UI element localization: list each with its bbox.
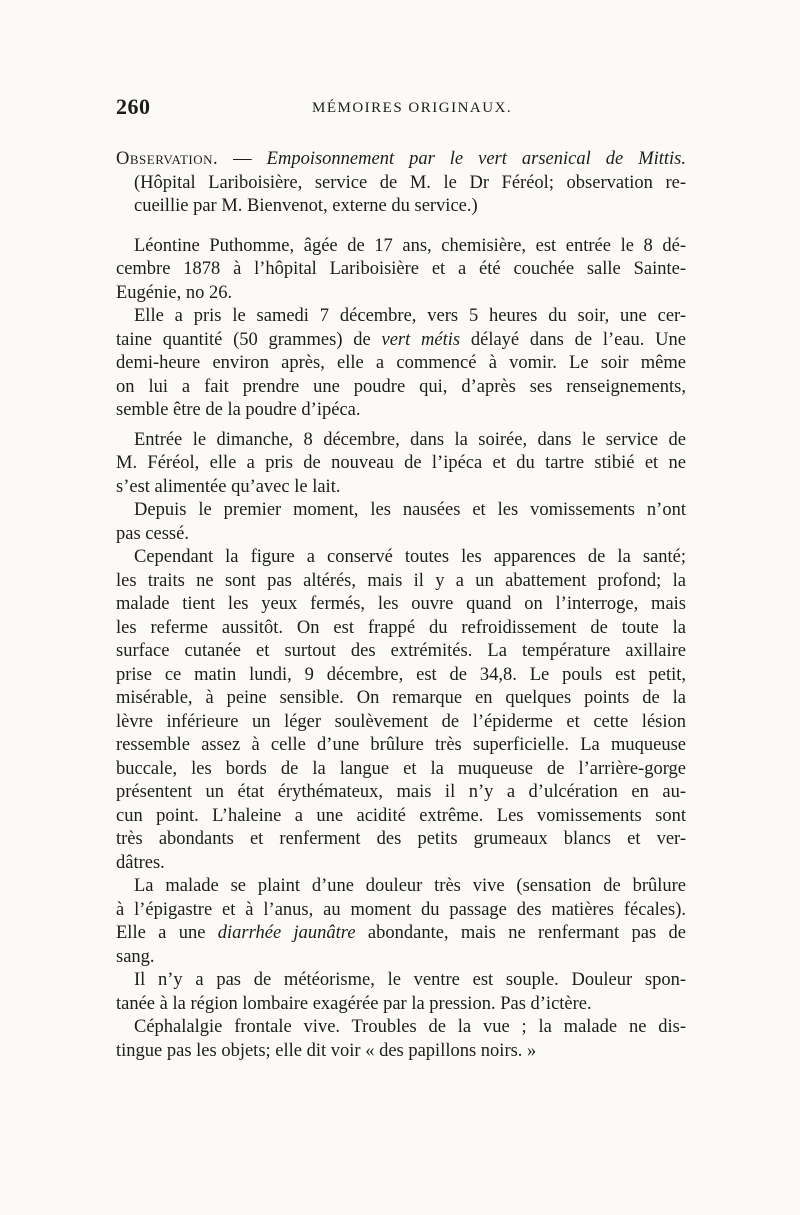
text-line [116,429,686,453]
text-run: délayé dans de l’eau. Une [460,329,687,350]
text-line [116,258,686,282]
text-line [116,305,686,329]
observation-source-line: cueillie par M. Bienvenot, externe du service.) [134,196,478,216]
observation-source-line: (Hôpital Lariboisière, service de M. le Dr Féréol; observation re- [134,172,686,193]
text-run: sang. [116,946,155,967]
observation-label: Observation. [116,149,219,169]
section-gap [116,219,686,235]
text-run: misérable, à peine sensible. On remarque en quelques points de la [116,688,686,708]
text-line [116,235,686,259]
text-line [116,1016,686,1040]
text-line [116,758,686,782]
paragraph [116,875,686,969]
text-run: présentent un état érythémateux, mais il n’y a d’ulcération en au- [116,782,686,802]
text-line [116,617,686,641]
text-line [116,570,686,594]
article-body [116,148,686,1063]
text-run: Elle a pris le samedi 7 décembre, vers 5 heures du soir, une cer- [134,306,686,326]
text-run: cembre 1878 à l’hôpital Lariboisière et a été couchée salle Sainte- [116,259,686,279]
page-header [116,94,686,124]
text-run: Cependant la figure a conservé toutes les apparences de la santé; [134,547,686,567]
text-run: M. Féréol, elle a pris de nouveau de l’ipéca et du tartre stibié et ne [116,453,686,473]
observation-dash: — [218,149,267,169]
paragraph [116,429,686,500]
text-run: pas cessé. [116,523,189,544]
text-line [116,828,686,852]
text-line [116,946,686,970]
text-line [116,593,686,617]
text-line [116,376,686,400]
observation-heading [116,148,686,219]
text-line [116,640,686,664]
paragraph [116,1016,686,1063]
text-line [116,1040,686,1064]
text-run: tingue pas les objets; elle dit voir « des papillons noirs. » [116,1040,537,1061]
paragraph [116,546,686,875]
text-run: Depuis le premier moment, les nausées et les vomissements n’ont [134,500,686,520]
text-line [116,352,686,376]
text-line [116,546,686,570]
text-line [116,687,686,711]
text-run: on lui a fait prendre une poudre qui, d’après ses renseignements, [116,376,686,397]
text-line [116,734,686,758]
text-run: semble être de la poudre d’ipéca. [116,400,361,420]
paragraph [116,499,686,546]
text-line [116,329,686,353]
paragraph [116,235,686,306]
text-run: ressemble assez à celle d’une brûlure très superficielle. La muqueuse [116,735,686,755]
italic-text: diarrhée jaunâtre [217,923,356,943]
text-line [116,282,686,306]
text-line [116,852,686,876]
text-line [116,664,686,688]
paragraphs [116,235,686,1064]
text-line [116,969,686,993]
text-run: surface cutanée et surtout des extrémités. La température axillaire [116,641,686,661]
text-run: s’est alimentée qu’avec le lait. [116,476,341,497]
text-run: Eugénie, no 26. [116,282,233,303]
text-run: La malade se plaint d’une douleur très vive (sensation de brûlure [134,876,686,896]
text-run: abondante, mais ne renfermant pas de [355,923,687,943]
text-run: lèvre inférieure un léger soulèvement de l’épiderme et cette lésion [116,711,686,732]
italic-text: vert métis [381,329,461,350]
text-line [116,499,686,523]
text-run: buccale, les bords de la langue et la muqueuse de l’arrière-gorge [116,758,686,779]
text-line [116,993,686,1017]
paragraph [116,969,686,1016]
text-run: cun point. L’haleine a une acidité extrême. Les vomissements sont [116,805,686,826]
text-run: prise ce matin lundi, 9 décembre, est de 34,8. Le pouls est petit, [116,664,686,685]
text-line [116,711,686,735]
text-run: Léontine Puthomme, âgée de 17 ans, chemisière, est entrée le 8 dé- [134,235,686,256]
text-run: dâtres. [116,852,165,873]
text-run: malade tient les yeux fermés, les ouvre quand on l’interroge, mais [116,594,686,614]
text-run: Elle a une [116,923,218,943]
text-line [116,781,686,805]
text-line [116,476,686,500]
text-run: très abondants et renferment des petits grumeaux blancs et ver- [116,829,686,849]
text-run: Il n’y a pas de météorisme, le ventre est souple. Douleur spon- [134,970,686,990]
text-line [116,452,686,476]
paragraph [116,305,686,423]
text-run: tanée à la région lombaire exagérée par la pression. Pas d’ictère. [116,993,592,1014]
text-line [116,805,686,829]
text-line [116,399,686,423]
text-run: demi-heure environ après, elle a commencé à vomir. Le soir même [116,353,686,373]
text-run: les traits ne sont pas altérés, mais il y a un abattement profond; la [116,570,686,591]
text-run: les referme aussitôt. On est frappé du refroidissement de toute la [116,617,686,638]
text-run: Entrée le dimanche, 8 décembre, dans la soirée, dans le service de [134,429,686,450]
running-title: MÉMOIRES ORIGINAUX. [312,100,513,116]
text-line [116,922,686,946]
page-number: 260 [116,94,151,119]
text-run: à l’épigastre et à l’anus, au moment du passage des matières fécales). [116,899,686,920]
text-run: taine quantité (50 grammes) de [116,329,382,350]
text-run: Céphalalgie frontale vive. Troubles de la vue ; la malade ne dis- [134,1017,686,1037]
text-line [116,875,686,899]
text-line [116,523,686,547]
text-line [116,899,686,923]
observation-title: Empoisonnement par le vert arsenical de Mittis. [266,149,687,169]
